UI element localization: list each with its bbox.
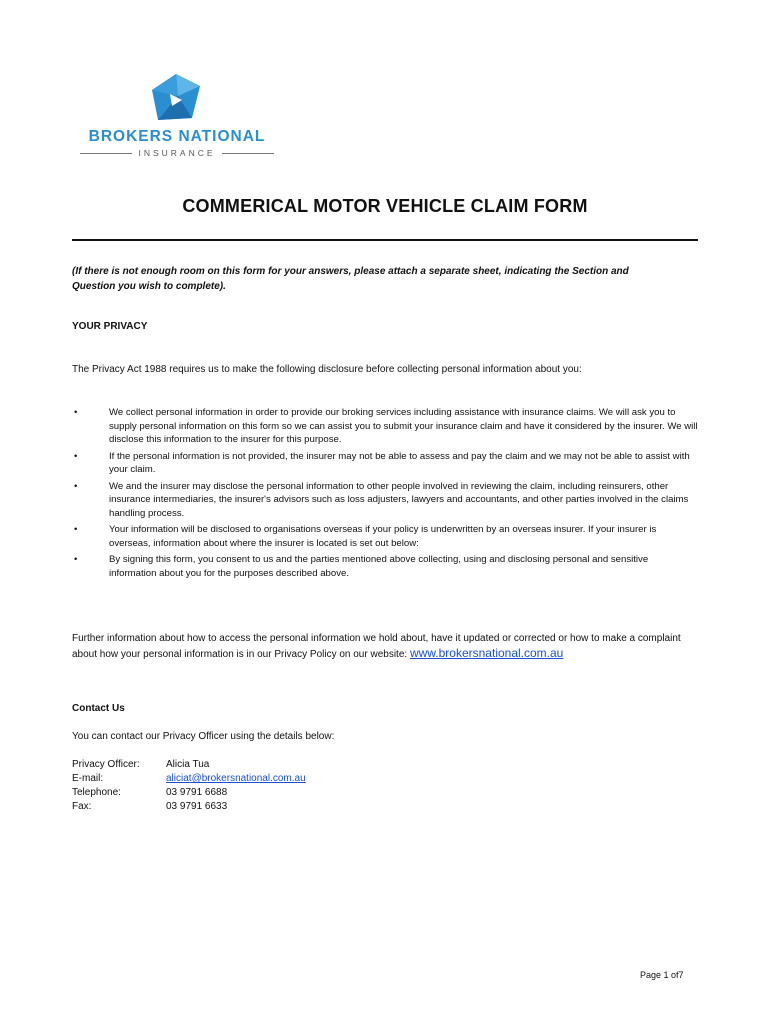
contact-details-table — [72, 758, 306, 814]
privacy-heading: YOUR PRIVACY — [72, 321, 148, 332]
privacy-officer-label: Privacy Officer: — [72, 759, 140, 770]
instruction-note: (If there is not enough room on this form for your answers, please attach a separate sheet, indicating the Section and Question you wish to complete). — [72, 266, 629, 292]
bullet-text: Your information will be disclosed to organisations overseas if your policy is underwritten by an overseas insurer. If your insurer is overseas, information about where the insurer is located is set out below: — [109, 524, 657, 549]
page-number: Page 1 of7 — [640, 970, 684, 980]
brokers-national-logo — [72, 72, 282, 162]
list-item — [72, 553, 698, 580]
logo-brand-subtitle — [72, 148, 282, 158]
contact-heading: Contact Us — [72, 703, 125, 714]
bullet-text: By signing this form, you consent to us and the parties mentioned above collecting, using and disclosing personal and sensitive information about you for the purposes described above. — [109, 554, 649, 579]
logo-mark-icon — [148, 72, 204, 124]
bullet-text: If the personal information is not provided, the insurer may not be able to assess and pay the claim and we may not be able to assist with your claim. — [109, 450, 690, 475]
bullet-icon: • — [74, 407, 78, 418]
list-item — [72, 450, 698, 477]
logo-brand-sub-text: INSURANCE — [138, 148, 216, 158]
further-info-text: Further information about how to access the personal information we hold about, have it updated or corrected or how to make a complaint about how your personal information is in our Privacy Policy on our website: — [72, 633, 681, 660]
list-item — [72, 480, 698, 521]
list-item — [72, 523, 698, 550]
email-link[interactable]: aliciat@brokersnational.com.au — [166, 773, 306, 784]
bullet-text: We and the insurer may disclose the personal information to other people involved in reviewing the claim, including reinsurers, other insurance intermediaries, the insurer's advisors such as loss adjusters, lawyers and accountants, and other parties involved in the claims handling process. — [109, 480, 689, 519]
fax-value: 03 9791 6633 — [166, 801, 228, 812]
bullet-text: We collect personal information in order to provide our broking services including assistance with insurance claims. We will ask you to supply personal information on this form so we can assist you to submit your insurance claim and have it considered by the insurer. We will disclose this information to the insurer for this purpose. — [109, 407, 698, 445]
table-row — [72, 786, 306, 800]
bullet-icon: • — [74, 480, 78, 492]
contact-intro: You can contact our Privacy Officer using the details below: — [72, 731, 335, 742]
bullet-icon: • — [74, 524, 78, 535]
logo-brand-name: BROKERS NATIONAL — [88, 128, 266, 145]
email-label: E-mail: — [72, 773, 104, 784]
list-item — [72, 406, 698, 447]
table-row — [72, 772, 306, 786]
telephone-value: 03 9791 6688 — [166, 787, 228, 798]
fax-label: Fax: — [72, 801, 92, 812]
title-divider — [72, 239, 698, 241]
bullet-icon: • — [74, 450, 78, 462]
privacy-intro: The Privacy Act 1988 requires us to make the following disclosure before collecting personal information about you: — [72, 364, 582, 375]
website-link[interactable]: www.brokersnational.com.au — [409, 646, 564, 660]
privacy-further-info — [72, 632, 698, 662]
table-row — [72, 800, 306, 814]
page-title: COMMERICAL MOTOR VEHICLE CLAIM FORM — [182, 196, 588, 216]
telephone-label: Telephone: — [72, 787, 121, 798]
privacy-bullet-list — [72, 406, 698, 580]
bullet-icon: • — [74, 554, 78, 565]
privacy-officer-value: Alicia Tua — [166, 759, 210, 770]
table-row — [72, 758, 306, 772]
